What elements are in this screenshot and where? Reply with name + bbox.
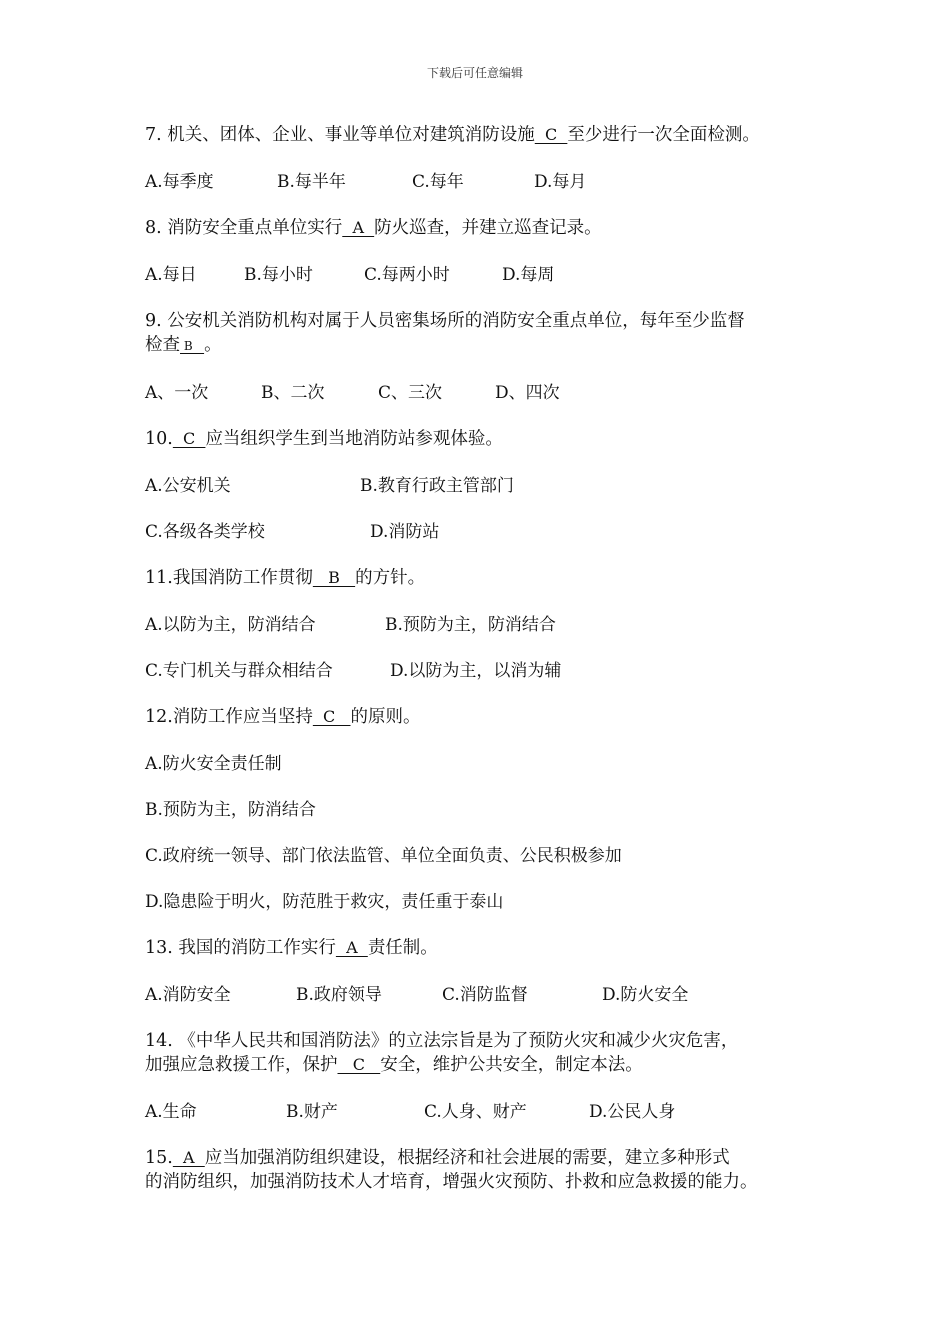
- option-a: A.每季度: [145, 172, 214, 192]
- answer-blank: A: [335, 938, 368, 957]
- question-text: 应当加强消防组织建设，根据经济和社会进展的需要，建立多种形式: [204, 1148, 730, 1168]
- option-d: D.每月: [534, 172, 587, 192]
- question-8: [145, 216, 825, 240]
- question-text: 。: [204, 335, 222, 355]
- option-b: B.每小时: [244, 265, 313, 285]
- option-b: B.财产: [286, 1102, 338, 1122]
- question-text: 至少进行一次全面检测。: [567, 125, 760, 145]
- option-c: C.人身、财产: [424, 1102, 527, 1122]
- option-d: D.以防为主，以消为辅: [390, 661, 562, 681]
- question-text: 11.我国消防工作贯彻: [145, 568, 313, 588]
- option-d: D、四次: [495, 383, 560, 403]
- options-7: [145, 170, 825, 194]
- question-14-cont: [145, 1053, 825, 1077]
- options-11-row1: [145, 613, 825, 637]
- option-a: A.生命: [145, 1102, 197, 1122]
- answer-blank: A: [172, 1148, 205, 1167]
- question-text: 15.: [145, 1148, 173, 1168]
- question-text: 检查: [145, 335, 180, 355]
- answer-blank: B: [180, 339, 205, 353]
- option-d: D.防火安全: [602, 985, 689, 1005]
- option-a: A、一次: [145, 383, 209, 403]
- option-b: B、二次: [261, 383, 325, 403]
- option-a: A.以防为主，防消结合: [145, 615, 316, 635]
- answer-blank: C: [337, 1055, 381, 1074]
- page-header: 下载后可任意编辑: [426, 66, 523, 80]
- options-13: [145, 983, 825, 1007]
- option-b: B.预防为主，防消结合: [385, 615, 556, 635]
- option-a: A.消防安全: [145, 985, 231, 1005]
- question-text: 加强应急救援工作，保护: [145, 1055, 338, 1075]
- question-text: 8. 消防安全重点单位实行: [145, 218, 343, 238]
- options-11-row2: [145, 659, 825, 683]
- option-a: A.每日: [145, 265, 197, 285]
- option-a: A.公安机关: [145, 476, 231, 496]
- option-d: D.每周: [502, 265, 555, 285]
- option-b: B.预防为主，防消结合: [145, 800, 316, 820]
- option-c: C.消防监督: [442, 985, 528, 1005]
- question-15-cont: 的消防组织，加强消防技术人才培育，增强火灾预防、扑救和应急救援的能力。: [145, 1172, 758, 1192]
- question-list: [145, 123, 825, 1194]
- question-text: 防火巡查，并建立巡查记录。: [374, 218, 602, 238]
- options-10-row2: [145, 520, 825, 544]
- option-d: D.隐患险于明火，防范胜于救灾，责任重于泰山: [145, 892, 504, 912]
- question-text: 安全，维护公共安全，制定本法。: [380, 1055, 643, 1075]
- option-c: C、三次: [378, 383, 443, 403]
- question-14: [145, 1029, 825, 1053]
- question-9: [145, 309, 825, 333]
- option-c: C.每年: [412, 172, 464, 192]
- answer-blank: C: [172, 429, 206, 448]
- options-9: [145, 381, 825, 405]
- question-text: 10.: [145, 429, 173, 449]
- question-text: 的原则。: [350, 707, 421, 727]
- option-c: C.政府统一领导、部门依法监管、单位全面负责、公民积极参加: [145, 846, 622, 866]
- question-11: [145, 566, 825, 590]
- options-14: [145, 1100, 825, 1124]
- question-text: 7. 机关、团体、企业、事业等单位对建筑消防设施: [145, 125, 535, 145]
- option-b: B.政府领导: [296, 985, 382, 1005]
- question-15: [145, 1146, 825, 1170]
- answer-blank: B: [312, 568, 356, 587]
- answer-blank: C: [312, 707, 351, 726]
- question-7: [145, 123, 825, 147]
- question-text: 应当组织学生到当地消防站参观体验。: [205, 429, 503, 449]
- option-c: C.每两小时: [364, 265, 450, 285]
- question-10: [145, 427, 825, 451]
- question-text: 的方针。: [355, 568, 426, 588]
- option-d: D.公民人身: [589, 1102, 676, 1122]
- option-b: B.每半年: [277, 172, 346, 192]
- option-b: B.教育行政主管部门: [360, 476, 514, 496]
- options-10-row1: [145, 474, 825, 498]
- question-text: 12.消防工作应当坚持: [145, 707, 313, 727]
- question-12: [145, 705, 825, 729]
- options-8: [145, 263, 825, 287]
- option-c: C.各级各类学校: [145, 522, 265, 542]
- option-a: A.防火安全责任制: [145, 754, 282, 774]
- answer-blank: A: [342, 218, 375, 237]
- question-9-cont: [145, 333, 825, 358]
- question-text: 14. 《中华人民共和国消防法》的立法宗旨是为了预防火灾和减少火灾危害，: [145, 1031, 739, 1051]
- question-text: 9. 公安机关消防机构对属于人员密集场所的消防安全重点单位，每年至少监督: [145, 311, 745, 331]
- option-d: D.消防站: [370, 522, 440, 542]
- option-c: C.专门机关与群众相结合: [145, 661, 333, 681]
- question-13: [145, 936, 825, 960]
- answer-blank: C: [534, 125, 568, 144]
- question-text: 责任制。: [367, 938, 438, 958]
- question-text: 13. 我国的消防工作实行: [145, 938, 336, 958]
